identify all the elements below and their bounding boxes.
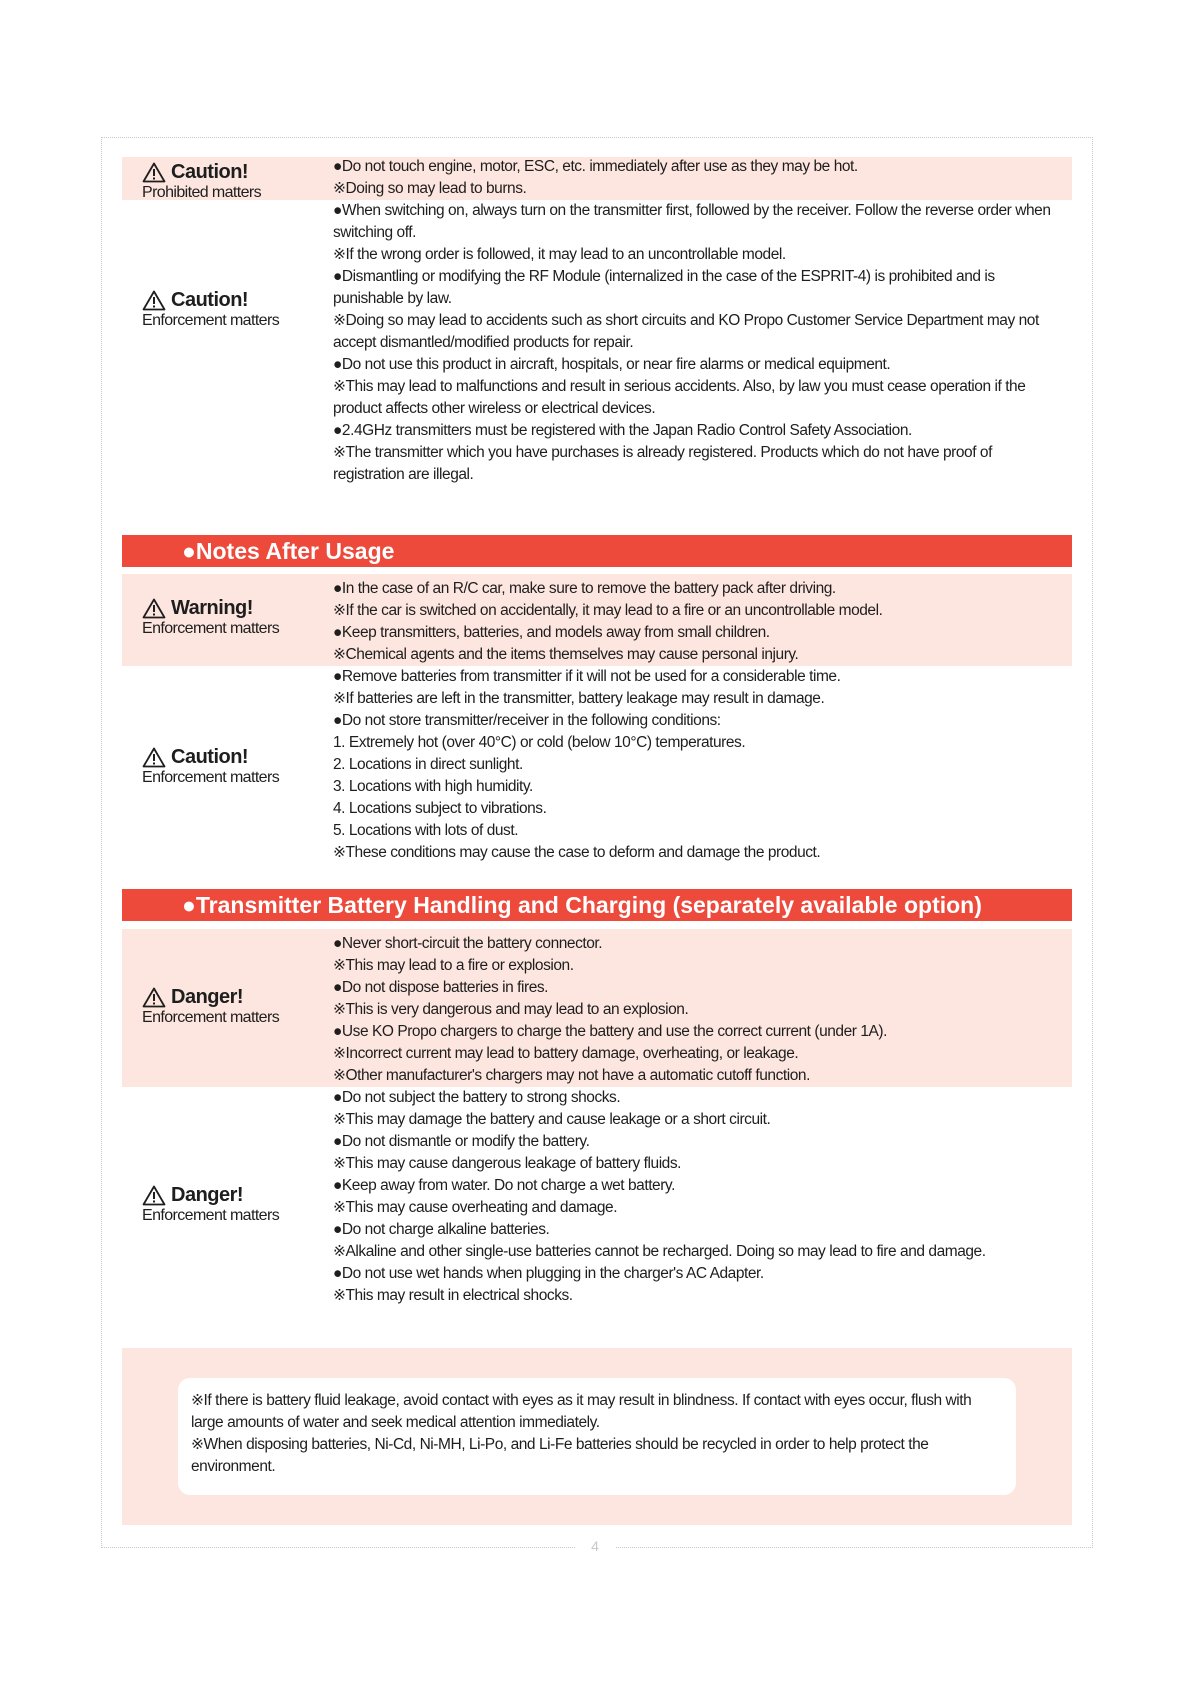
text-line: 4. Locations subject to vibrations.	[333, 800, 547, 817]
text-line: ●2.4GHz transmitters must be registered with the Japan Radio Control Safety Association.	[333, 422, 912, 439]
text-line: ※If the wrong order is followed, it may lead to an uncontrollable model.	[333, 246, 786, 263]
text-line: ※If the car is switched on accidentally, it may lead to a fire or an uncontrollable model.	[333, 602, 883, 619]
warning-triangle-icon	[142, 1185, 166, 1206]
warning-triangle-icon	[142, 598, 166, 619]
text-line: ※This may cause dangerous leakage of battery fluids.	[333, 1155, 682, 1172]
label-title: Caution!	[171, 289, 249, 311]
text-line: ●Keep away from water. Do not charge a wet battery.	[333, 1177, 675, 1194]
text-line: ※Other manufacturer's chargers may not have a automatic cutoff function.	[333, 1067, 810, 1084]
label-subtitle: Enforcement matters	[142, 620, 280, 637]
text-block-danger-1	[333, 933, 1061, 1087]
text-line: 5. Locations with lots of dust.	[333, 822, 519, 839]
text-line: ※Doing so may lead to accidents such as short circuits and KO Propo Customer Service Department may not accept dismantled/modified products for repair.	[333, 312, 1039, 351]
label-title: Caution!	[171, 161, 249, 183]
text-line: ●Do not use this product in aircraft, hospitals, or near fire alarms or medical equipment.	[333, 356, 891, 373]
text-line: ●When switching on, always turn on the transmitter first, followed by the receiver. Follow the reverse order when switching off.	[333, 202, 1051, 241]
section-header-notes-after-usage: ●Notes After Usage	[122, 535, 1072, 567]
warning-triangle-icon	[142, 290, 166, 311]
label-title: Danger!	[171, 1184, 244, 1206]
text-line: ●Do not charge alkaline batteries.	[333, 1221, 550, 1238]
label-title: Caution!	[171, 746, 249, 768]
text-line: ●Remove batteries from transmitter if it will not be used for a considerable time.	[333, 668, 841, 685]
text-line: ●Do not subject the battery to strong shocks.	[333, 1089, 621, 1106]
note-box	[178, 1378, 1016, 1495]
text-line: ●Do not dismantle or modify the battery.	[333, 1133, 590, 1150]
text-line: ●Do not dispose batteries in fires.	[333, 979, 549, 996]
label-subtitle: Enforcement matters	[142, 1207, 280, 1224]
text-line: ※This may result in electrical shocks.	[333, 1287, 573, 1304]
label-subtitle: Enforcement matters	[142, 1009, 280, 1026]
label-danger-1	[142, 985, 279, 1027]
text-line: ※Alkaline and other single-use batteries cannot be recharged. Doing so may lead to fire and damage.	[333, 1243, 986, 1260]
note-line: ※When disposing batteries, Ni-Cd, Ni-MH, Li-Po, and Li-Fe batteries should be recycled in order to help protect the environment.	[191, 1436, 929, 1475]
text-line: 1. Extremely hot (over 40°C) or cold (below 10°C) temperatures.	[333, 734, 746, 751]
text-block-warning	[333, 578, 1061, 666]
label-caution-prohibited	[142, 160, 261, 202]
text-line: ※This may lead to malfunctions and result in serious accidents. Also, by law you must cease operation if the product affects other wireless or electrical devices.	[333, 378, 1026, 417]
text-line: ※This may lead to a fire or explosion.	[333, 957, 574, 974]
label-caution-enforcement-2	[142, 745, 279, 787]
label-subtitle: Enforcement matters	[142, 312, 280, 329]
label-danger-2	[142, 1183, 279, 1225]
page-number: 4	[575, 1538, 615, 1554]
label-caution-enforcement-1	[142, 288, 279, 330]
text-line: ※If batteries are left in the transmitter, battery leakage may result in damage.	[333, 690, 825, 707]
text-line: ※Chemical agents and the items themselves may cause personal injury.	[333, 646, 799, 663]
text-block-caution-storage	[333, 666, 1061, 864]
label-title: Warning!	[171, 597, 253, 619]
text-line: ●Keep transmitters, batteries, and models away from small children.	[333, 624, 770, 641]
text-block-prohibited	[333, 156, 1061, 200]
note-line: ※If there is battery fluid leakage, avoid contact with eyes as it may result in blindness. If contact with eyes occur, flush with large amounts of water and seek medical attention immediately.	[191, 1392, 972, 1431]
text-block-danger-2	[333, 1087, 1061, 1307]
text-line: ※The transmitter which you have purchases is already registered. Products which do not have proof of registration are illegal.	[333, 444, 992, 483]
text-line: 2. Locations in direct sunlight.	[333, 756, 523, 773]
text-line: ※This may cause overheating and damage.	[333, 1199, 618, 1216]
text-line: ※These conditions may cause the case to deform and damage the product.	[333, 844, 821, 861]
text-line: ※This may damage the battery and cause leakage or a short circuit.	[333, 1111, 771, 1128]
text-line: ※This is very dangerous and may lead to an explosion.	[333, 1001, 689, 1018]
warning-triangle-icon	[142, 162, 166, 183]
text-line: ●Do not touch engine, motor, ESC, etc. immediately after use as they may be hot.	[333, 158, 858, 175]
text-line: ※Doing so may lead to burns.	[333, 180, 527, 197]
text-line: ●Use KO Propo chargers to charge the battery and use the correct current (under 1A).	[333, 1023, 887, 1040]
text-line: ●Dismantling or modifying the RF Module (internalized in the case of the ESPRIT-4) is prohibited and is punishable by law.	[333, 268, 995, 307]
text-block-enforcement-1	[333, 200, 1061, 486]
text-line: ●Never short-circuit the battery connector.	[333, 935, 603, 952]
text-line: 3. Locations with high humidity.	[333, 778, 533, 795]
text-line: ●In the case of an R/C car, make sure to remove the battery pack after driving.	[333, 580, 836, 597]
label-subtitle: Prohibited matters	[142, 184, 262, 201]
warning-triangle-icon	[142, 747, 166, 768]
label-subtitle: Enforcement matters	[142, 769, 280, 786]
warning-triangle-icon	[142, 987, 166, 1008]
text-line: ●Do not store transmitter/receiver in the following conditions:	[333, 712, 721, 729]
section-header-battery-handling: ●Transmitter Battery Handling and Charging (separately available option)	[122, 889, 1072, 921]
text-line: ●Do not use wet hands when plugging in the charger's AC Adapter.	[333, 1265, 764, 1282]
label-title: Danger!	[171, 986, 244, 1008]
label-warning	[142, 596, 279, 638]
text-line: ※Incorrect current may lead to battery damage, overheating, or leakage.	[333, 1045, 799, 1062]
